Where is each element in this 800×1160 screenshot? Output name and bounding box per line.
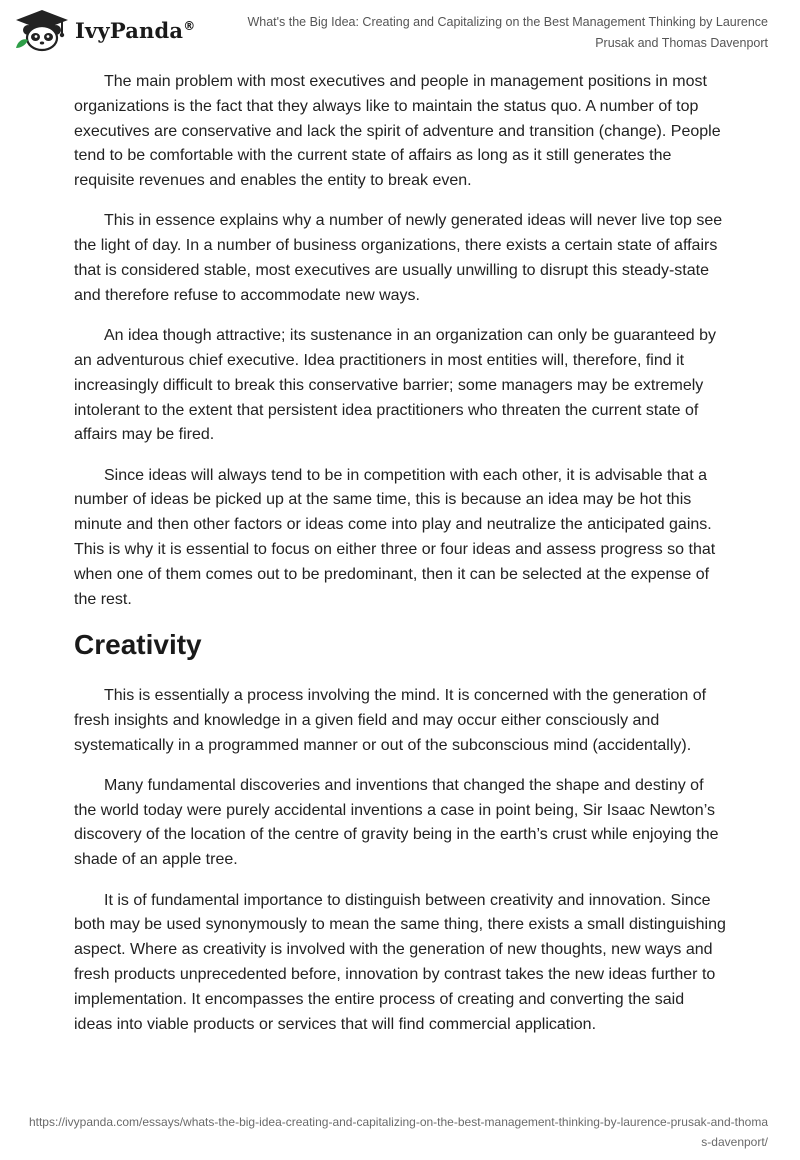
body-paragraph: Since ideas will always tend to be in competition with each other, it is advisable that a number of ideas be picked up at the same time, this is because an idea may be hot this minute and then other factors or ideas come into play and neutralize the anticipated gains. This is why it is essential to focus on either three or four ideas and assess progress so that when one of them comes out to be predominant, then it can be selected at the expense of the rest.: [74, 466, 716, 608]
body-paragraph: This in essence explains why a number of newly generated ideas will never live top see the light of day. In a number of business organizations, there exists a certain state of affairs that is considered stable, most executives are usually unwilling to disrupt this steady-state and therefore refuse to accommodate new ways.: [74, 212, 723, 304]
body-paragraph: This is essentially a process involving the mind. It is concerned with the generation of fresh insights and knowledge in a given field and may occur either consciously and systematically in a programmed manner or out of the subconscious mind (accidentally).: [74, 686, 707, 754]
panda-graduate-icon: [14, 8, 70, 52]
section-heading-creativity: Creativity: [74, 628, 202, 660]
body-paragraph: It is of fundamental importance to distinguish between creativity and innovation. Since both may be used synonymously to mean the same thing, there exists a small distinguishing aspect. Where as creativity is involved with the generation of new thoughts, new ways and fresh products unprecedented before, innovation by contrast takes the new ideas further to implementation. It encompasses the entire process of creating and converting the said ideas into viable products or services that will find commercial application.: [74, 891, 726, 1033]
body-paragraph: The main problem with most executives and people in management positions in most organizations is the fact that they always like to maintain the status quo. A number of top executives are conservative and lack the spirit of adventure and transition (change). People tend to be comfortable with the current state of affairs as long as it still generates the requisite revenues and enables the entity to break even.: [74, 73, 721, 190]
document-title: What's the Big Idea: Creating and Capitalizing on the Best Management Thinking by Laurence Prusak and Thomas Davenport: [247, 15, 768, 50]
body-paragraph: An idea though attractive; its sustenance in an organization can only be guaranteed by an adventurous chief executive. Idea practitioners in most entities will, therefore, find it increasingly difficult to break this conservative barrier; some managers may be extremely intolerant to the extent that persistent idea practitioners who threaten the current state of affairs may be fired.: [74, 327, 716, 444]
logo-wordmark: IvyPanda®: [75, 17, 196, 43]
registered-mark: ®: [183, 18, 196, 33]
body-paragraph: Many fundamental discoveries and inventions that changed the shape and destiny of the world today were purely accidental inventions a case in point being, Sir Isaac Newton’s discovery of the location of the centre of gravity being in the earth’s crust while enjoying the shade of an apple tree.: [74, 776, 719, 869]
essay-content: [74, 70, 726, 1053]
source-url-link[interactable]: https://ivypanda.com/essays/whats-the-big-idea-creating-and-capitalizing-on-the-best-management-thinking-by-laurence-prusak-and-thomas-davenport/: [28, 1115, 768, 1149]
site-logo[interactable]: [14, 8, 195, 52]
